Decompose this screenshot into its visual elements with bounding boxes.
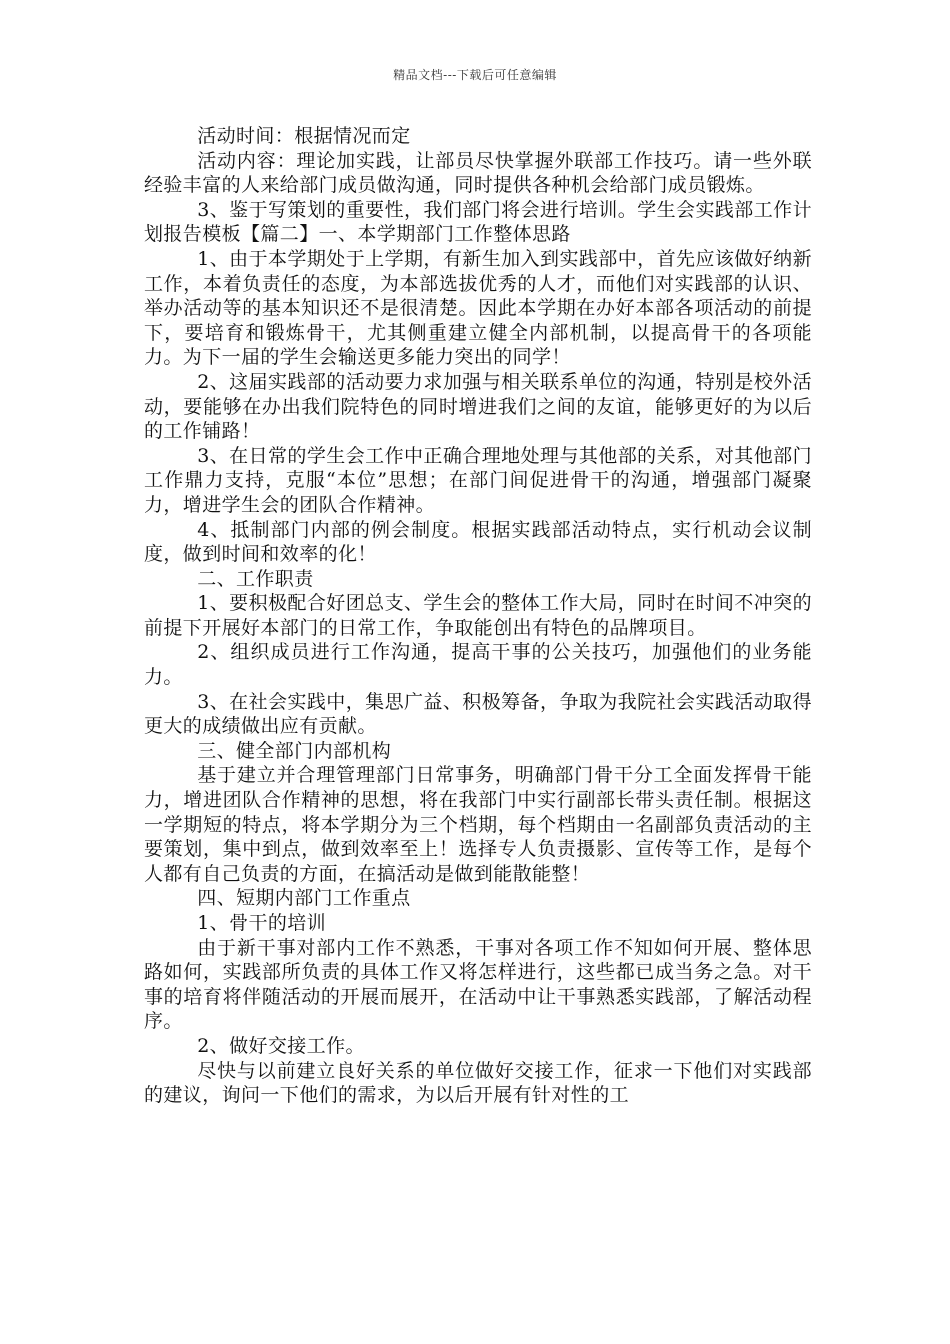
subsection-heading: 1、骨干的培训 [197,912,327,934]
paragraph: 由于新干事对部内工作不熟悉，干事对各项工作不知如何开展、整体思路如何，实践部所负责的具体工作又将怎样进行，这些都已成当务之急。对干事的培育将伴随活动的开展而展开，在活动中让干事熟悉实践部，了解活动程序。 [144,936,812,1033]
paragraph: 活动时间：根据情况而定 [197,125,411,147]
paragraph: 活动内容：理论加实践，让部员尽快掌握外联部工作技巧。请一些外联经验丰富的人来给部门成员做沟通，同时提供各种机会给部门成员锻炼。 [144,149,812,197]
page-header: 精品文档---下载后可任意编辑 [393,68,557,82]
paragraph: 3、在社会实践中，集思广益、积极筹备，争取为我院社会实践活动取得更大的成绩做出应有贡献。 [144,690,812,738]
subsection-heading: 2、做好交接工作。 [197,1034,365,1057]
paragraph: 1、要积极配合好团总支、学生会的整体工作大局，同时在时间不冲突的前提下开展好本部门的日常工作，争取能创出有特色的品牌项目。 [144,592,812,639]
paragraph: 3、鉴于写策划的重要性，我们部门将会进行培训。学生会实践部工作计划报告模板【篇二】一、本学期部门工作整体思路 [144,198,812,246]
paragraph: 4、抵制部门内部的例会制度。根据实践部活动特点，实行机动会议制度，做到时间和效率的化！ [144,518,812,566]
paragraph: 基于建立并合理管理部门日常事务，明确部门骨干分工全面发挥骨干能力，增进团队合作精神的思想，将在我部门中实行副部长带头责任制。根据这一学期短的特点，将本学期分为三个档期，每个档期由一名副部负责活动的主要策划，集中到点，做到效率至上！选择专人负责摄影、宣传等工作，是每个人都有自己负责的方面，在搞活动是做到能散能整！ [144,764,812,885]
section-heading: 三、健全部门内部机构 [197,739,392,762]
paragraph: 尽快与以前建立良好关系的单位做好交接工作，征求一下他们对实践部的建议，询问一下他们的需求，为以后开展有针对性的工 [144,1059,812,1107]
section-heading: 四、短期内部门工作重点 [197,887,411,910]
paragraph: 1、由于本学期处于上学期，有新生加入到实践部中，首先应该做好纳新工作，本着负责任的态度，为本部选拔优秀的人才，而他们对实践部的认识、举办活动等的基本知识还不是很清楚。因此本学期在办好本部各项活动的前提下，要培育和锻炼骨干，尤其侧重建立健全内部机制，以提高骨干的各项能力。为下一届的学生会输送更多能力突出的同学！ [144,247,812,369]
paragraph: 2、组织成员进行工作沟通，提高干事的公关技巧，加强他们的业务能力。 [144,641,812,689]
document-body [144,124,812,1108]
paragraph: 3、在日常的学生会工作中正确合理地处理与其他部的关系，对其他部门工作鼎力支持，克服“本位”思想；在部门间促进骨干的沟通，增强部门凝聚力，增进学生会的团队合作精神。 [144,444,812,516]
section-heading: 二、工作职责 [197,567,314,590]
paragraph: 2、这届实践部的活动要力求加强与相关联系单位的沟通，特别是校外活动，要能够在办出我们院特色的同时增进我们之间的友谊，能够更好的为以后的工作铺路！ [144,370,812,443]
